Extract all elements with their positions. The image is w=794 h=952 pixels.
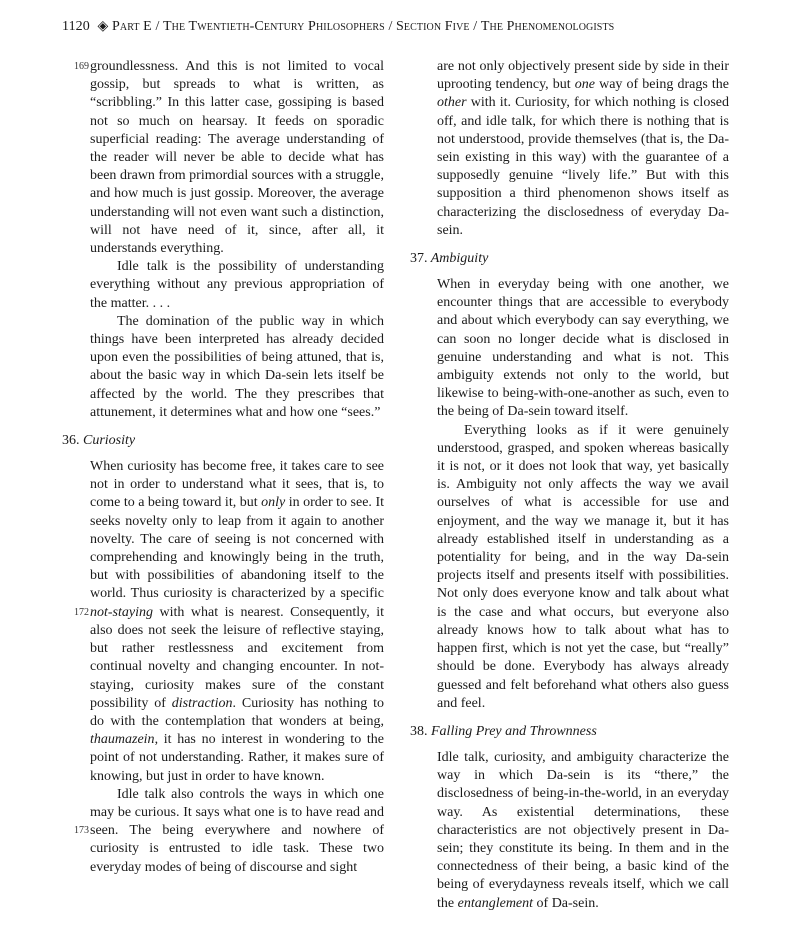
paragraph: are not only objectively present side by side in their uprooting tendency, but one way of being drags the other with it. Curiosity, for which nothing is closed off, and idle talk, for which there is nothing that is not understood, provide themselves (that is, the Da-sein existing in this way) with the guarantee of a supposedly genuine “lively life.” But with this supposition a third phenomenon shows itself as characterizing the disclosedness of everyday Da-sein. bbox=[437, 59, 729, 238]
section-heading bbox=[62, 432, 384, 450]
right-column bbox=[410, 58, 729, 913]
header-section: Section Five bbox=[396, 19, 470, 34]
margin-page-number: 172 bbox=[74, 606, 89, 618]
section-title: Curiosity bbox=[83, 433, 136, 449]
header-part: Part E bbox=[111, 19, 152, 34]
header-book: The Twentieth-Century Philosophers bbox=[163, 19, 385, 34]
paragraph: The domination of the public way in which things have been interpreted has already decided upon even the possibilities of being attuned, that is, about the basic way in which Da-sein lets itself be affected by the world. The they prescribes that attunement, it determines what and how one “sees.” bbox=[90, 313, 384, 420]
margin-page-number: 169 bbox=[74, 61, 89, 72]
paragraph: Idle talk, curiosity, and ambiguity characterize the way in which Da-sein is its “there,” the disclosedness of being-in-the-world, in an everyday way. As existential determinations, these characteristics are not objectively present in Da-sein; they constitute its being. In them and in the connectedness of their being, a basic kind of the being of everydayness reveals itself, which we call the entanglement of Da-sein. bbox=[437, 749, 729, 911]
emphasis: one bbox=[574, 77, 595, 93]
paragraph: Everything looks as if it were genuinely understood, grasped, and spoken whereas basically it is not, or it does not look that way, yet basically is. Ambiguity not only affects the way we avail ourselves of what is accessible for use and enjoyment, and the way we manage it, but it has already established itself in understanding as a potentiality for being, and in the way Da-sein projects itself and presents itself with possibilities. Not only does everyone know and talk about what is the case and what occurs, but everyone also already knows how to talk about what has to happen first, which is not yet the case, but “really” should be done. Everybody has always already guessed and felt beforehand what others also guess and feel. bbox=[437, 422, 729, 711]
section-heading bbox=[410, 723, 729, 741]
header-separator: / bbox=[388, 19, 397, 34]
emphasis: distraction bbox=[171, 695, 233, 711]
header-separator: / bbox=[473, 19, 481, 34]
emphasis: other bbox=[437, 95, 467, 111]
emphasis: not-staying bbox=[90, 604, 153, 620]
section-title: Falling Prey and Thrownness bbox=[431, 723, 597, 739]
paragraph: 172 When curiosity has become free, it takes care to see not in order to understand what it sees, that is, to come to a being toward it, but only in order to see. It seeks novelty only to leap from it again to another novelty. The care of seeing is not concerned with comprehending and knowingly being in the truth, but with possibilities of abandoning itself to the world. Thus curiosity is characterized by a specific not-staying with what is nearest. Consequently, it also does not seek the leisure of reflective staying, but rather restlessness and excitement from continual novelty and changing encounter. In not-staying, curiosity makes sure of the constant possibility of distraction. Curiosity has nothing to do with the contemplation that wonders at being, thaumazein, it has no interest in wondering to the point of not understanding. Rather, it makes sure of knowing, but just in order to have known. bbox=[74, 459, 384, 784]
section-heading bbox=[410, 250, 729, 268]
paragraph: 173 Idle talk also controls the ways in which one may be curious. It says what one is to have read and seen. The being everywhere and nowhere of curiosity is entrusted to idle task. These two everyday modes of being of discourse and sight bbox=[74, 786, 384, 875]
emphasis: thaumazein bbox=[90, 732, 155, 748]
running-header bbox=[62, 17, 762, 37]
header-separator: / bbox=[155, 19, 164, 34]
section-number: 36. bbox=[62, 433, 80, 449]
paragraph: When in everyday being with one another, we encounter things that are accessible to everybody and about which everybody can say everything, we can soon no longer decide what is disclosed in genuine understanding and what is not. This ambiguity extends not only to the world, but likewise to being-with-one-another as such, even to the being of Da-sein toward itself. bbox=[437, 277, 729, 420]
margin-page-number: 173 bbox=[74, 825, 89, 837]
emphasis: entanglement bbox=[457, 895, 534, 911]
emphasis: only bbox=[261, 495, 286, 511]
section-number: 38. bbox=[410, 723, 428, 739]
page-number: 1120 bbox=[62, 19, 90, 34]
left-column bbox=[62, 58, 384, 877]
header-chapter: The Phenomenologists bbox=[480, 19, 615, 34]
bullet-icon: ◈ bbox=[97, 19, 109, 34]
paragraph: 169 groundlessness. And this is not limited to vocal gossip, but spreads to what is written, as “scribbling.” In this latter case, gossiping is based not so much on hearsay. It feeds on sporadic superficial reading: The average understanding of the reader will never be able to decide what has been drawn from primordial sources with a struggle, and how much is just gossip. Moreover, the average understanding will not even want such a distinction, will not have need of it, since, after all, it understands everything. bbox=[74, 59, 384, 257]
section-number: 37. bbox=[410, 251, 428, 267]
section-title: Ambiguity bbox=[430, 251, 489, 267]
paragraph: Idle talk is the possibility of understanding everything without any previous appropriation of the matter. . . . bbox=[90, 259, 384, 311]
